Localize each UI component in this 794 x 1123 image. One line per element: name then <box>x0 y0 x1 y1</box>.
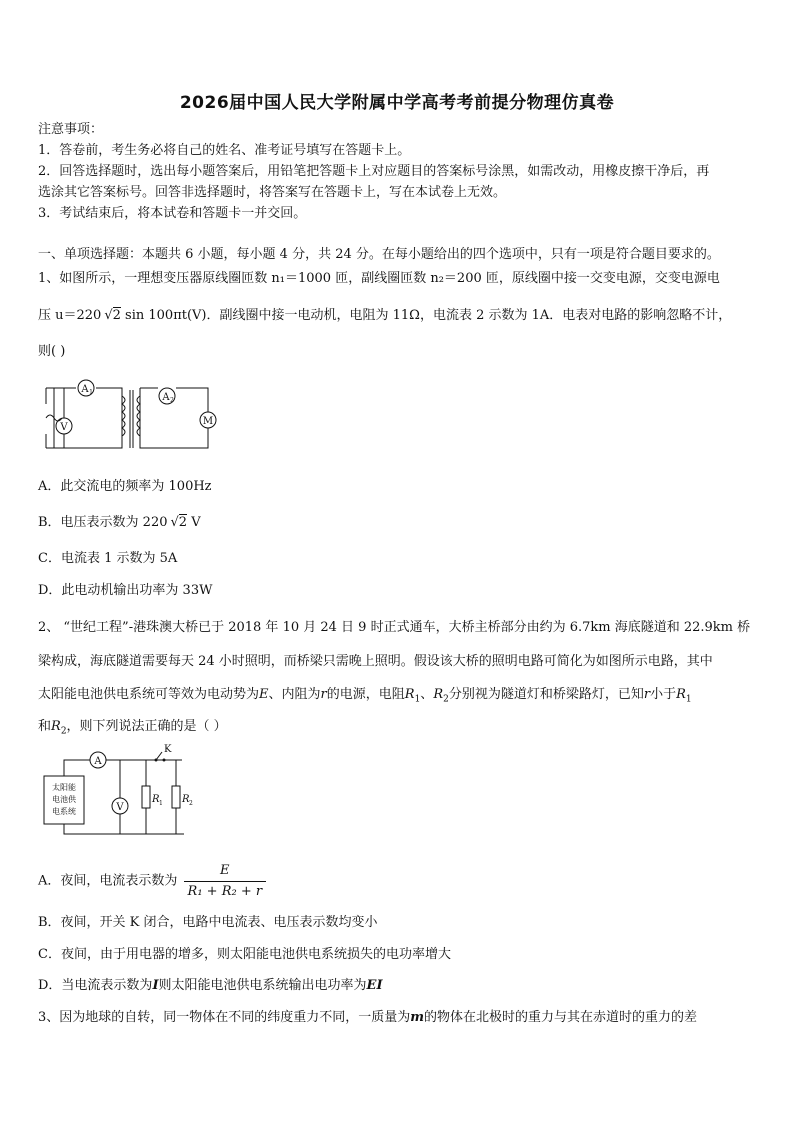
question-2-text: 和$R_2$，则下列说法正确的是（ ） <box>38 719 227 737</box>
motor-label: M <box>202 416 214 427</box>
ammeter-label: A <box>94 756 102 767</box>
question-2-text: 太阳能电池供电系统可等效为电动势为E、内阻为r的电源，电阻$R_1$、$R_2$分别视为隧道灯和桥梁路灯，已知r小于$R_1$ <box>38 687 692 705</box>
resistor-2-label: R <box>182 794 190 805</box>
q1-option-b: B．电压表示数为 220 √2 V <box>38 515 201 530</box>
solar-system-label: 太阳能 <box>52 783 76 792</box>
ammeter-2-sub: 2 <box>170 397 174 404</box>
q1-option-a: A．此交流电的频率为 100Hz <box>38 479 212 494</box>
question-1-text: 则( ) <box>38 344 66 359</box>
q1-option-c: C．电流表 1 示数为 5A <box>38 551 178 566</box>
q2-option-d: D．当电流表示数为I则太阳能电池供电系统输出电功率为EI <box>38 978 383 993</box>
solar-system-label: 电池供 <box>52 795 76 804</box>
ammeter-1-sub: 1 <box>89 389 93 396</box>
resistor-1-sub: 1 <box>159 800 163 807</box>
section-heading: 一、单项选择题：本题共 6 小题，每小题 4 分，共 24 分。在每小题给出的四个选项中，只有一项是符合题目要求的。 <box>38 247 720 262</box>
ammeter-1-label: A <box>81 384 89 395</box>
switch-label: K <box>164 744 172 755</box>
voltmeter-label: V <box>60 422 68 433</box>
notice-item: 选涂其它答案标号。回答非选择题时，将答案写在答题卡上，写在本试卷上无效。 <box>38 185 507 200</box>
q2-option-c: C．夜间，由于用电器的增多，则太阳能电池供电系统损失的电功率增大 <box>38 947 451 962</box>
page-title: 2026届中国人民大学附属中学高考考前提分物理仿真卷 <box>179 93 615 113</box>
voltmeter-label: V <box>116 802 124 813</box>
question-2-text: 梁构成，海底隧道需要每天 24 小时照明，而桥梁只需晚上照明。假设该大桥的照明电路可简化为如图所示电路，其中 <box>38 654 713 669</box>
resistor-1-label: R <box>152 794 160 805</box>
notice-item: 2．回答选择题时，选出每小题答案后，用铅笔把答题卡上对应题目的答案标号涂黑，如需改动，用橡皮擦干净后，再 <box>38 164 710 179</box>
q2-option-a: A．夜间，电流表示数为 $\frac{E}{\text{R₁ + R₂ + r}}$ <box>38 861 266 902</box>
transformer-circuit-diagram <box>38 376 228 458</box>
notice-item: 1．答卷前，考生务必将自己的姓名、准考证号填写在答题卡上。 <box>38 143 411 158</box>
notice-item: 3．考试结束后，将本试卷和答题卡一并交回。 <box>38 206 307 221</box>
q2-option-b: B．夜间，开关 K 闭合，电路中电流表、电压表示数均变小 <box>38 915 378 930</box>
question-1-text: 压 u＝220 √2 sin 100πt(V)．副线圈中接一电动机，电阻为 11Ω，电流表 2 示数为 1A．电表对电路的影响忽略不计， <box>38 308 732 323</box>
solar-system-label: 电系统 <box>52 807 76 816</box>
resistor-2-sub: 2 <box>189 800 193 807</box>
notice-heading: 注意事项： <box>38 122 104 137</box>
solar-circuit-diagram <box>38 742 208 842</box>
question-1-text: 1、如图所示，一理想变压器原线圈匝数 n₁＝1000 匝，副线圈匝数 n₂＝200 匝，原线圈中接一交变电源，交变电源电 <box>38 271 720 286</box>
question-2-text: 2、 “世纪工程”-港珠澳大桥已于 2018 年 10 月 24 日 9 时正式通车，大桥主桥部分由约为 6.7km 海底隧道和 22.9km 桥 <box>38 620 751 635</box>
ammeter-2-label: A <box>162 392 170 403</box>
question-3-text: 3、因为地球的自转，同一物体在不同的纬度重力不同，一质量为m的物体在北极时的重力与其在赤道时的重力的差 <box>38 1010 698 1025</box>
q1-option-d: D．此电动机输出功率为 33W <box>38 583 213 598</box>
